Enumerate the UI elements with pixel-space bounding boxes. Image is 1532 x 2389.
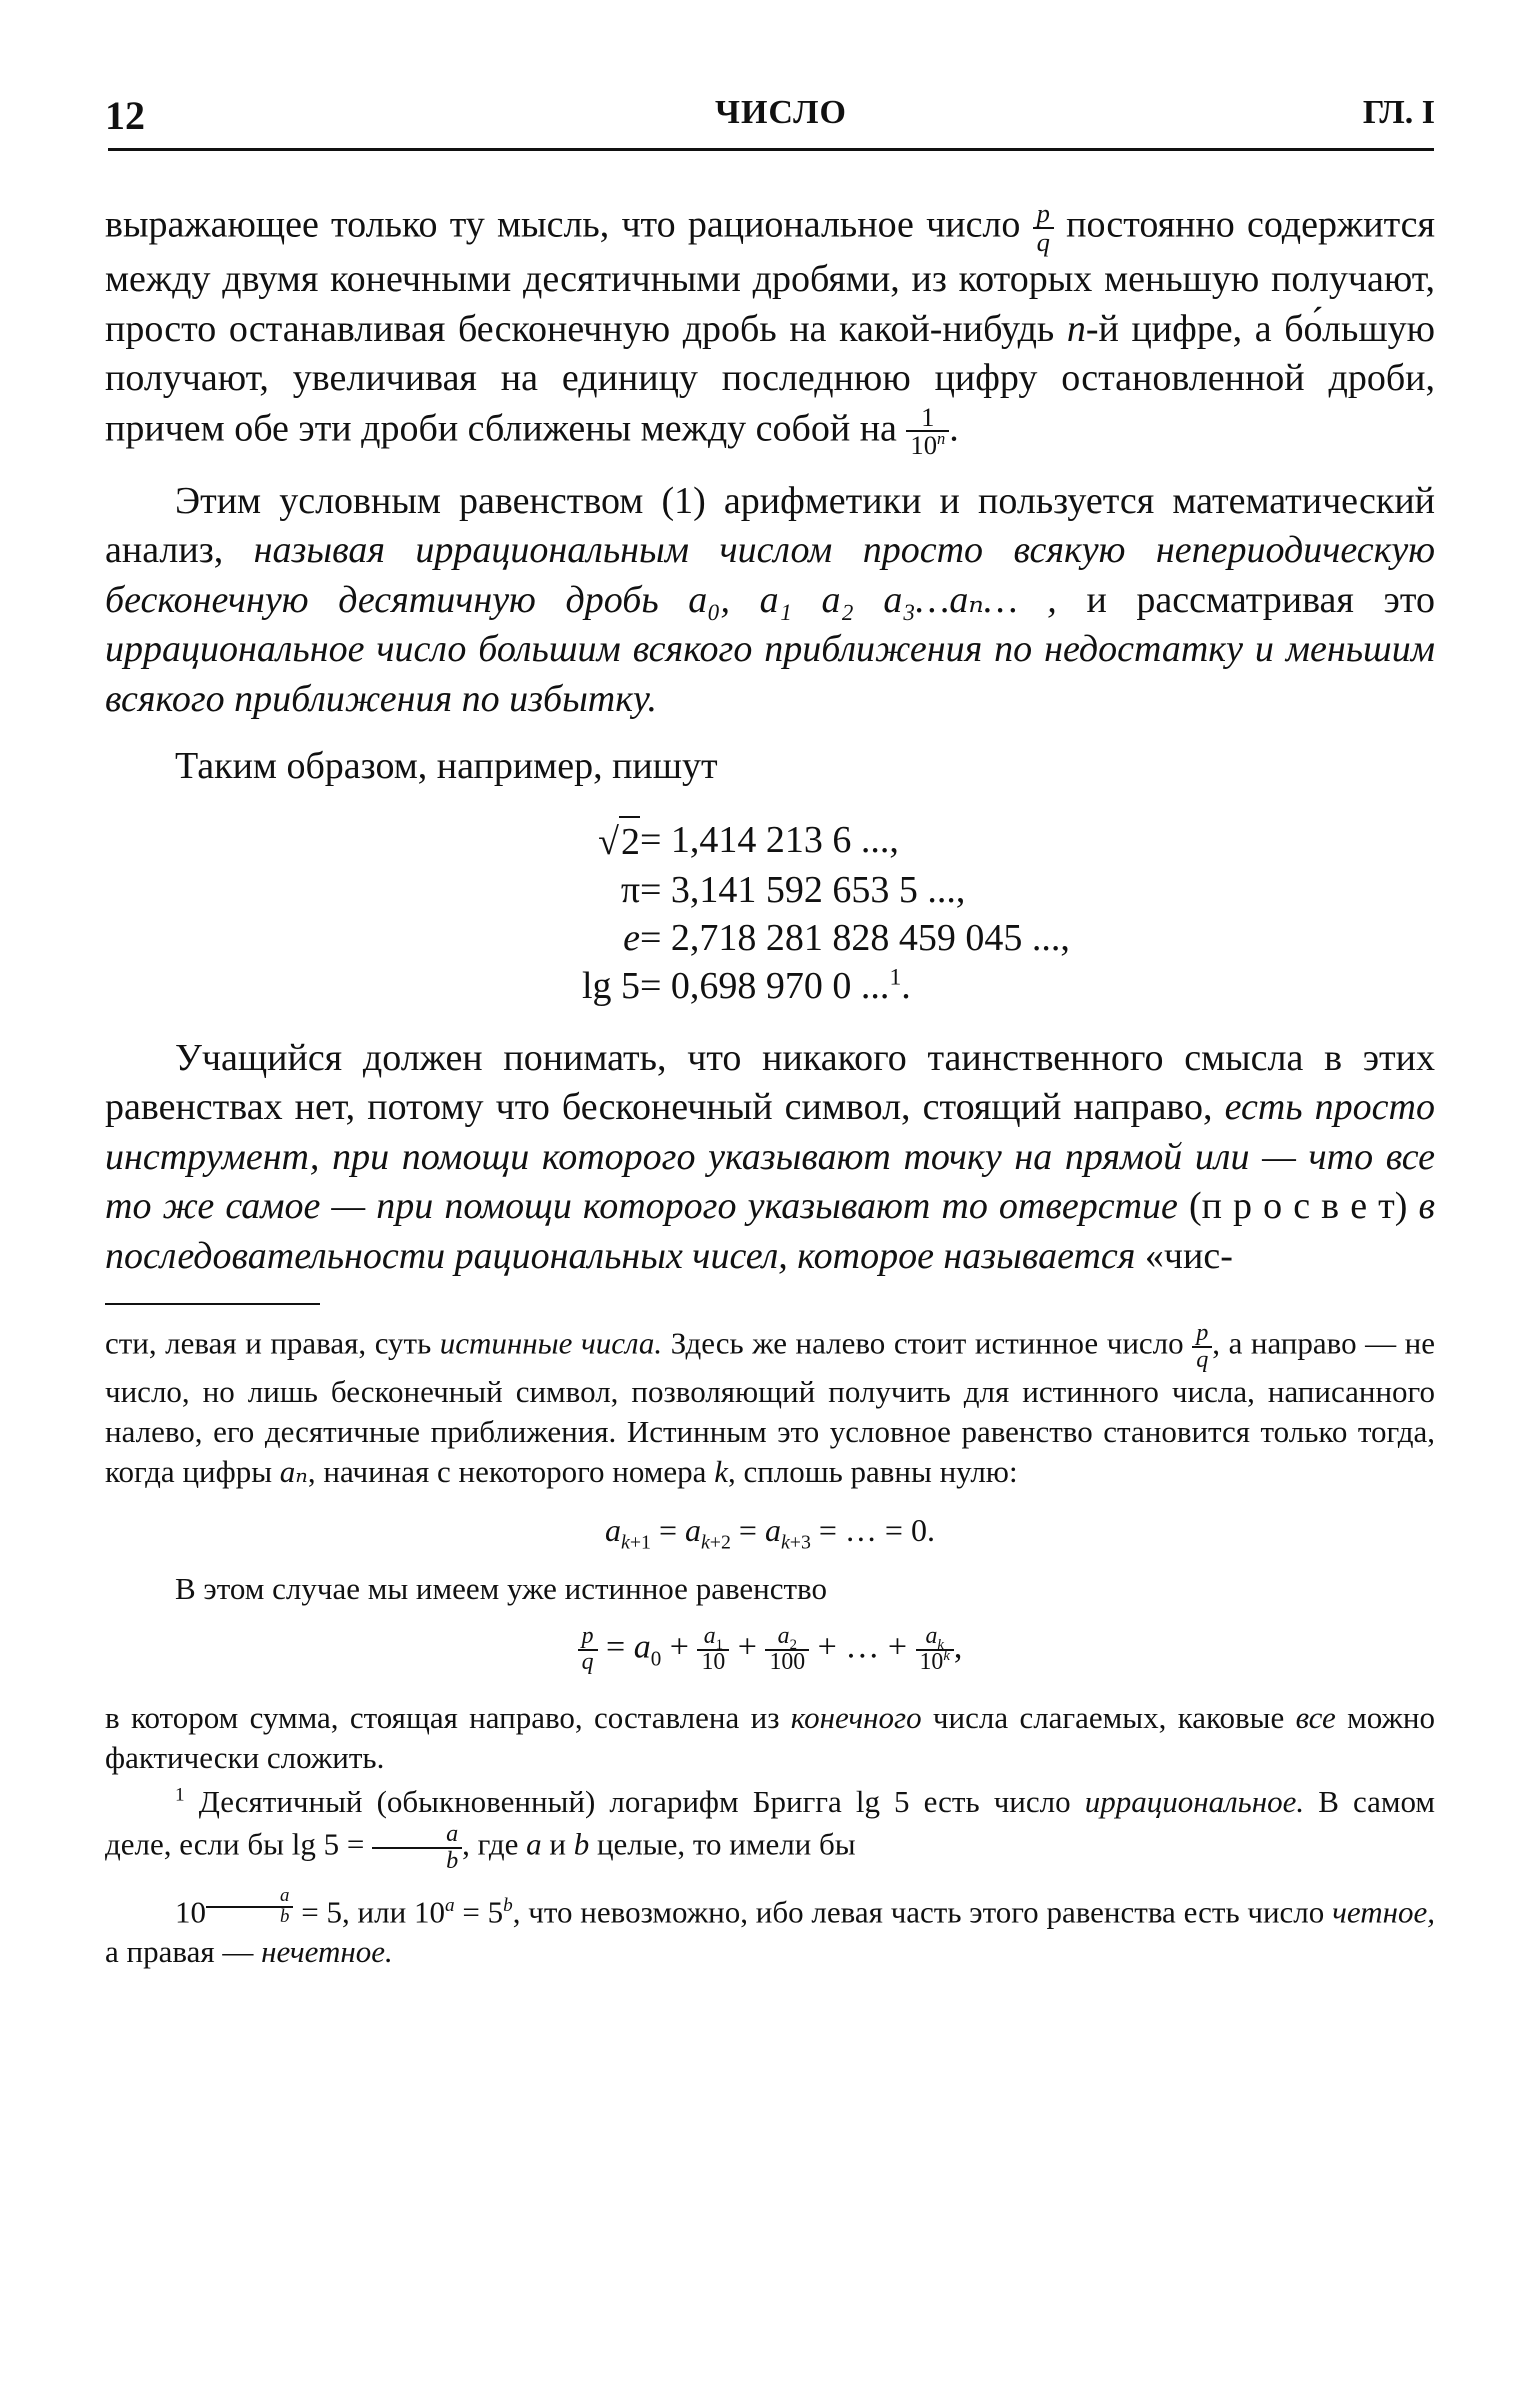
equation-e: e = 2,718 281 828 459 045 ..., — [623, 916, 1070, 959]
zero-digits-equation: $a_{k+1} = a_{k+2} = a_{k+3}$ = … = 0. — [605, 1511, 935, 1554]
fraction-p-q: $\frac{p}{q}$ — [1033, 200, 1054, 255]
chapter-label: ГЛ. I — [1362, 94, 1435, 131]
paragraph-3: Таким образом, например, пишут — [175, 745, 718, 788]
fraction-p-q-small: $\frac{p}{q}$ — [1192, 1321, 1212, 1371]
equation-sqrt2: √2 = 1,414 213 6 ..., — [105, 816, 1435, 866]
footnote-continuation: сти, левая и правая, суть истинные числа. Здесь же налево стоит истинное число $\frac{p}{q}$ , а направо — не число, но лишь бесконечный символ, позволяющий получить для истинного числа, написанного налево, его десятичные приближения. Истинным это условное равенство становится только тогда, когда цифры aₙ, начиная с некоторого номера k, сплошь равны нулю: — [105, 1319, 1435, 1489]
footnote-1: $^1$ Десятичный (обыкновенный) логарифм Бригга lg 5 есть число иррациональное. В самом деле, если бы lg 5 = $\frac{a}{b}$ , где a и b целые, то имели бы 10 $^{\frac{a}{b}}$ = 5, или $10^a = 5^b$, что невозможно, ибо левая часть этого равенства есть число четное, а правая — нечетное. — [105, 1784, 1435, 1970]
main-text — [105, 200, 1435, 1972]
sum-equation: $\frac{p}{q}$ = $a_0$ + $\frac{a_1}{10}$ + $\frac{a_2}{100}$ + … + $\frac{a_k}{10^k}$ , — [105, 1625, 1435, 1675]
footnote-1-mark: 1 — [175, 1785, 185, 1807]
footnote-line-3: в котором сумма, стоящая направо, составлена из конечного числа слагаемых, каковые все можно фактически сложить. — [105, 1700, 1435, 1776]
paragraph-2: Этим условным равенством (1) арифметики и пользуется математический анализ, называя иррациональным числом просто всякую непериодическую бесконечную десятичную дробь a₀, a₁ a₂ a₃…aₙ… , и рассматривая это иррациональное число большим всякого приближения по недостатку и меньшим всякого приближения по избытку. — [105, 479, 1435, 720]
footnote-rule — [105, 1303, 320, 1305]
footnote-mark[interactable]: 1 — [889, 964, 902, 991]
equation-lg5: lg 5 = 0,698 970 0 ...$^1$. — [581, 964, 911, 1007]
equation-pi: π = 3,141 592 653 5 ..., — [620, 868, 966, 911]
page-number: 12 — [105, 93, 145, 138]
paragraph-1: выражающее только ту мысль, что рациональное число $\frac{p}{q}$ постоянно содержится между двумя конечными десятичными дробями, из которых меньшую получают, просто останавливая бесконечную дробь на какой-нибудь n-й цифре, а бо́льшую получают, увеличивая на единицу последнюю цифру остановленной дроби, причем обе эти дроби сближены между собой на $\frac{1}{10^n}$ . — [105, 198, 1435, 461]
fraction-a-b: $\frac{a}{b}$ — [372, 1822, 462, 1872]
footnote-line-2: В этом случае мы имеем уже истинное равенство — [175, 1570, 827, 1606]
header-rule — [108, 148, 1434, 151]
paragraph-4: Учащийся должен понимать, что никакого таинственного смысла в этих равенствах нет, потому что бесконечный символ, стоящий направо, есть просто инструмент, при помощи которого указывают точку на прямой или — что все то же самое — при помощи которого указывают то отверстие (п р о с в е т) в последовательности рациональных чисел, которое называется «чис- — [105, 1036, 1435, 1277]
equations-block — [105, 816, 1435, 1010]
fraction-1-over-10n: $\frac{1}{10^n}$ — [906, 404, 949, 459]
running-title: ЧИСЛО — [715, 94, 847, 131]
running-head — [105, 92, 1435, 152]
